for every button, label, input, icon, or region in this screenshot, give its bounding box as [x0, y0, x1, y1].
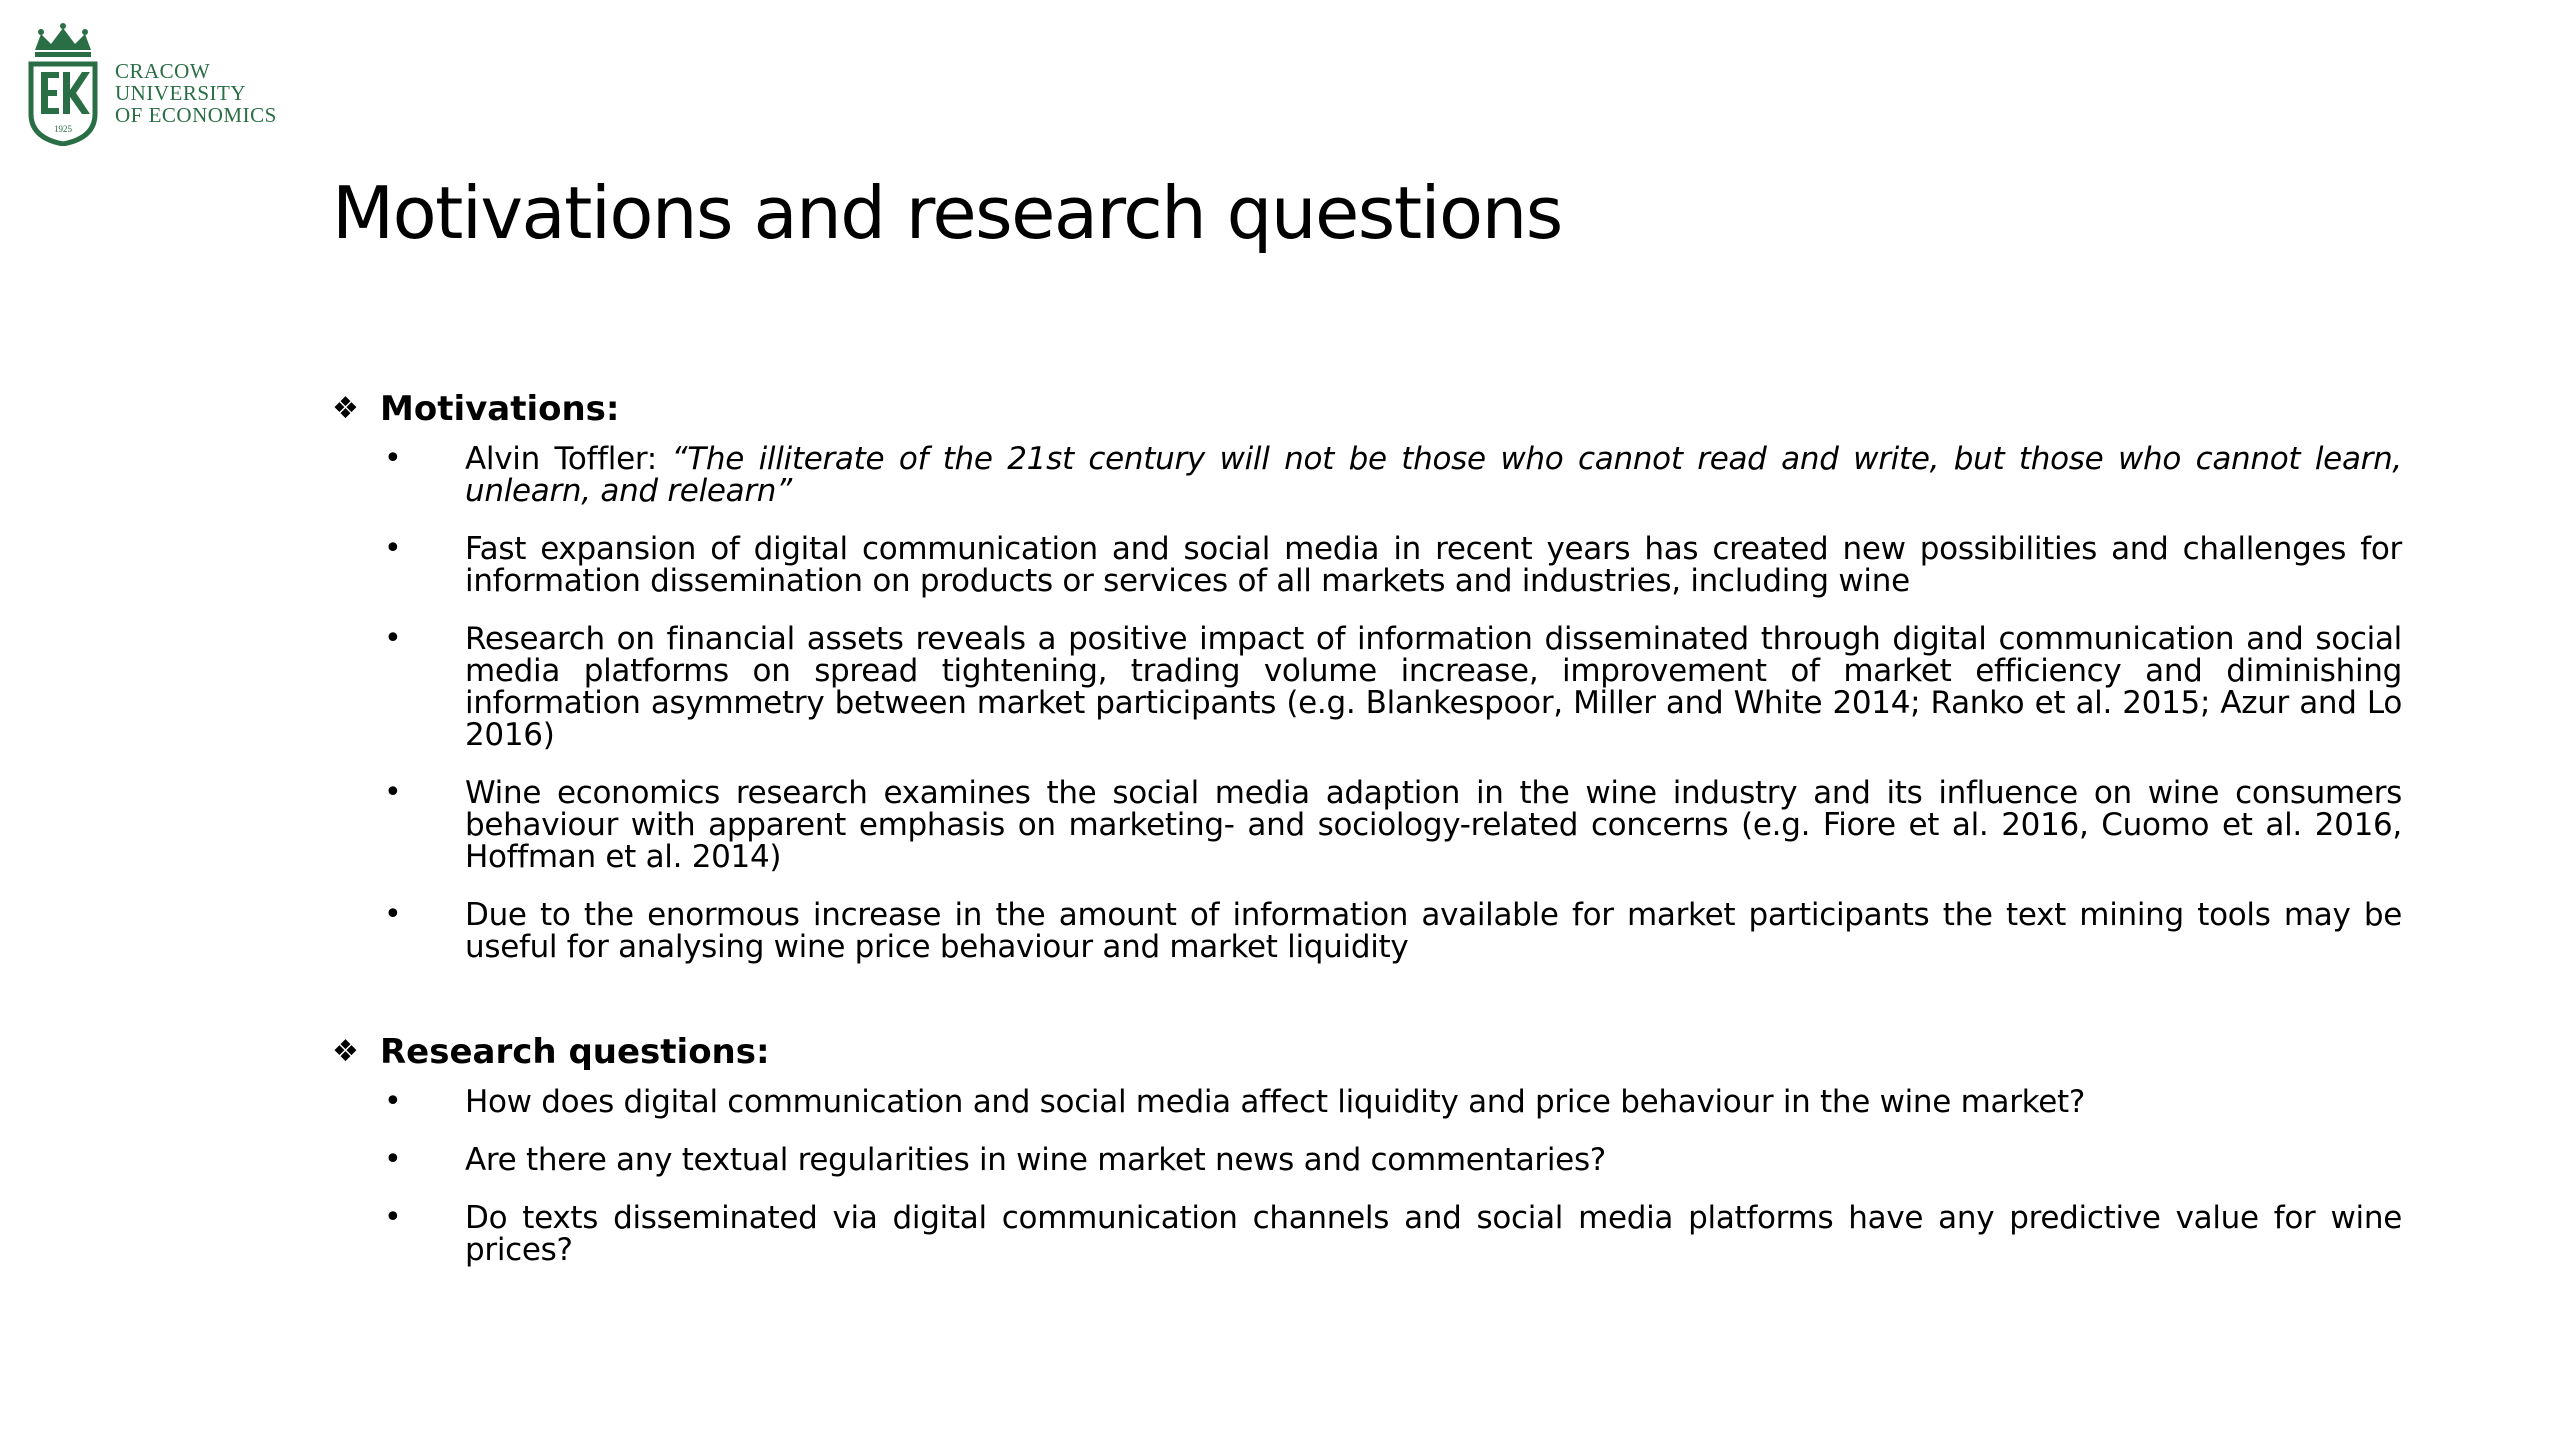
bullet-icon: •	[384, 775, 402, 810]
list-item	[332, 623, 2402, 751]
slide-title: Motivations and research questions	[332, 171, 1562, 255]
item-text: Fast expansion of digital communication and social media in recent years has created new possibilities and challenges for information dissemination on products or services of all markets and industries, including wine	[465, 531, 2402, 599]
list-item	[332, 443, 2402, 507]
item-text: Due to the enormous increase in the amount of information available for market participants the text mining tools may be useful for analysing wine price behaviour and market liquidity	[465, 897, 2402, 965]
university-logo	[27, 22, 307, 146]
section-heading-label: Motivations:	[380, 389, 620, 429]
section-heading	[332, 385, 2402, 433]
bullet-icon: •	[384, 1200, 402, 1235]
logo-line-3: OF ECONOMICS	[115, 103, 277, 127]
list-item	[332, 899, 2402, 963]
motivations-section	[332, 385, 2402, 963]
item-text: Do texts disseminated via digital communication channels and social media platforms have any predictive value for wine prices?	[465, 1200, 2402, 1268]
list-item	[332, 1086, 2402, 1118]
bullet-icon: •	[384, 897, 402, 932]
list-item	[332, 777, 2402, 873]
motivations-list	[332, 443, 2402, 963]
crown-crest-icon	[27, 22, 99, 146]
logo-line-1: CRACOW	[115, 59, 211, 83]
research-questions-list	[332, 1086, 2402, 1266]
section-heading	[332, 1028, 2402, 1076]
bullet-icon: •	[384, 531, 402, 566]
item-text: Wine economics research examines the social media adaption in the wine industry and its influence on wine consumers behaviour with apparent emphasis on marketing- and sociology-related concerns (e.g. Fiore et al. 2016, Cuomo et al. 2016, Hoffman et al. 2014)	[465, 775, 2402, 875]
logo-line-2: UNIVERSITY	[115, 81, 246, 105]
list-item	[332, 1144, 2402, 1176]
bullet-icon: •	[384, 441, 402, 476]
item-text: Research on financial assets reveals a positive impact of information disseminated through digital communication and social media platforms on spread tightening, trading volume increase, improvement of market efficiency and diminishing information asymmetry between market participants (e.g. Blankespoor, Miller and White 2014; Ranko et al. 2015; Azur and Lo 2016)	[465, 621, 2402, 753]
item-prefix: Alvin Toffler:	[465, 441, 672, 477]
logo-year: 1925	[54, 124, 72, 134]
bullet-icon: •	[384, 1142, 402, 1177]
research-questions-section	[332, 1028, 2402, 1266]
bullet-icon: •	[384, 1084, 402, 1119]
section-heading-label: Research questions:	[380, 1032, 770, 1072]
list-item	[332, 533, 2402, 597]
list-item	[332, 1202, 2402, 1266]
logo-wordmark	[115, 60, 277, 126]
item-text: Are there any textual regularities in wine market news and commentaries?	[465, 1142, 1606, 1178]
slide-content	[332, 385, 2402, 1266]
toffler-quote: “The illiterate of the 21st century will not be those who cannot read and write, but those who cannot learn, unlearn, and relearn”	[465, 441, 2402, 509]
diamond-bullet-icon: ❖	[332, 1034, 359, 1069]
diamond-bullet-icon: ❖	[332, 391, 359, 426]
item-text: How does digital communication and social media affect liquidity and price behaviour in the wine market?	[465, 1084, 2085, 1120]
bullet-icon: •	[384, 621, 402, 656]
